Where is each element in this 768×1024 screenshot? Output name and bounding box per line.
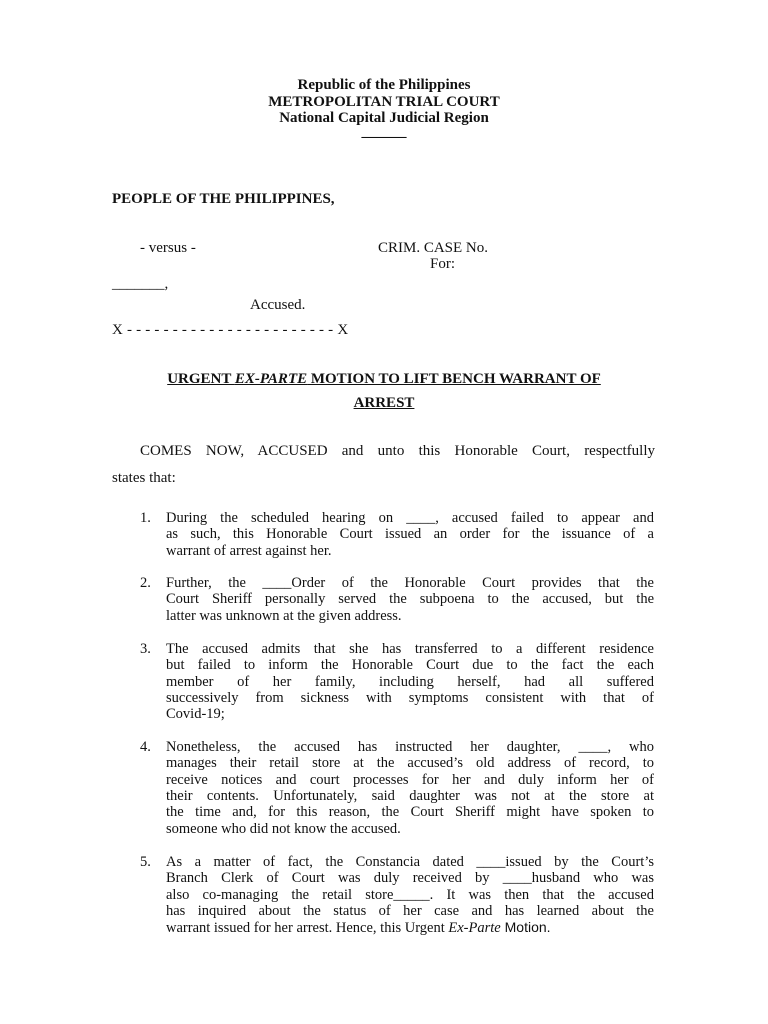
- accused-name-blank: _______,: [112, 276, 169, 292]
- header-republic: Republic of the Philippines: [297, 77, 471, 93]
- paragraph-line: Further, the ____Order of the Honorable Court provides that the: [166, 575, 654, 591]
- paragraph-line: also co-managing the retail store_____. It was then that the accused: [166, 886, 654, 903]
- accused-label: Accused.: [250, 297, 306, 313]
- paragraph-line: has inquired about the status of her case and has learned about the: [166, 902, 654, 919]
- paragraph-line: warrant issued for her arrest. Hence, this Urgent Ex-Parte Motion.: [166, 919, 551, 937]
- paragraph-line: receive notices and court processes for her and duly inform her of: [166, 771, 654, 788]
- plaintiff-name: PEOPLE OF THE PHILIPPINES,: [112, 191, 335, 207]
- paragraph-number: 5.: [140, 854, 151, 870]
- paragraph-line: but failed to inform the Honorable Court due to the fact the each: [166, 657, 654, 674]
- case-number-label: CRIM. CASE No.: [378, 240, 489, 256]
- paragraph-line: Branch Clerk of Court was duly received by ____husband who was: [166, 870, 654, 887]
- paragraph-line: manages their retail store at the accused’s old address of record, to: [166, 755, 654, 772]
- paragraph-number: 4.: [140, 739, 151, 755]
- paragraph-line: the time and, for this reason, the Court Sheriff might have spoken to: [166, 804, 654, 821]
- header-court: METROPOLITAN TRIAL COURT: [268, 94, 500, 110]
- paragraph-number: 1.: [140, 510, 151, 526]
- paragraph-line: Court Sheriff personally served the subpoena to the accused, but the: [166, 591, 654, 608]
- paragraph-line: During the scheduled hearing on ____, accused failed to appear and: [166, 510, 654, 526]
- paragraph-number: 2.: [140, 575, 151, 591]
- intro-line2: states that:: [112, 470, 176, 486]
- intro-line1: COMES NOW, ACCUSED and unto this Honorable Court, respectfully: [140, 443, 655, 459]
- motion-title-line1: URGENT EX-PARTE MOTION TO LIFT BENCH WARRANT OF: [167, 371, 601, 387]
- offense-label: For:: [430, 256, 456, 272]
- paragraph-line: as such, this Honorable Court issued an order for the issuance of a: [166, 526, 654, 543]
- motion-title-line2: ARREST: [353, 395, 415, 411]
- header-branch-blank: ______: [361, 124, 407, 140]
- paragraph-line: latter was unknown at the given address.: [166, 607, 402, 624]
- versus-text: - versus -: [140, 240, 196, 256]
- paragraph-line: The accused admits that she has transferred to a different residence: [166, 641, 654, 657]
- paragraph-line: As a matter of fact, the Constancia dated ____issued by the Court’s: [166, 854, 654, 870]
- paragraph-line: Nonetheless, the accused has instructed her daughter, ____, who: [166, 739, 654, 755]
- paragraph-line: someone who did not know the accused.: [166, 820, 401, 837]
- paragraph-line: their contents. Unfortunately, said daughter was not at the store at: [166, 787, 654, 804]
- paragraph-line: successively from sickness with symptoms consistent with that of: [166, 689, 654, 706]
- paragraph-line: warrant of arrest against her.: [166, 542, 332, 559]
- paragraph-number: 3.: [140, 641, 151, 657]
- paragraph-line: Covid-19;: [166, 706, 225, 723]
- paragraph-line: member of her family, including herself, had all suffered: [166, 673, 654, 690]
- caption-separator: X - - - - - - - - - - - - - - - - - - - - - - - X: [112, 322, 349, 338]
- header-region: National Capital Judicial Region: [279, 110, 489, 126]
